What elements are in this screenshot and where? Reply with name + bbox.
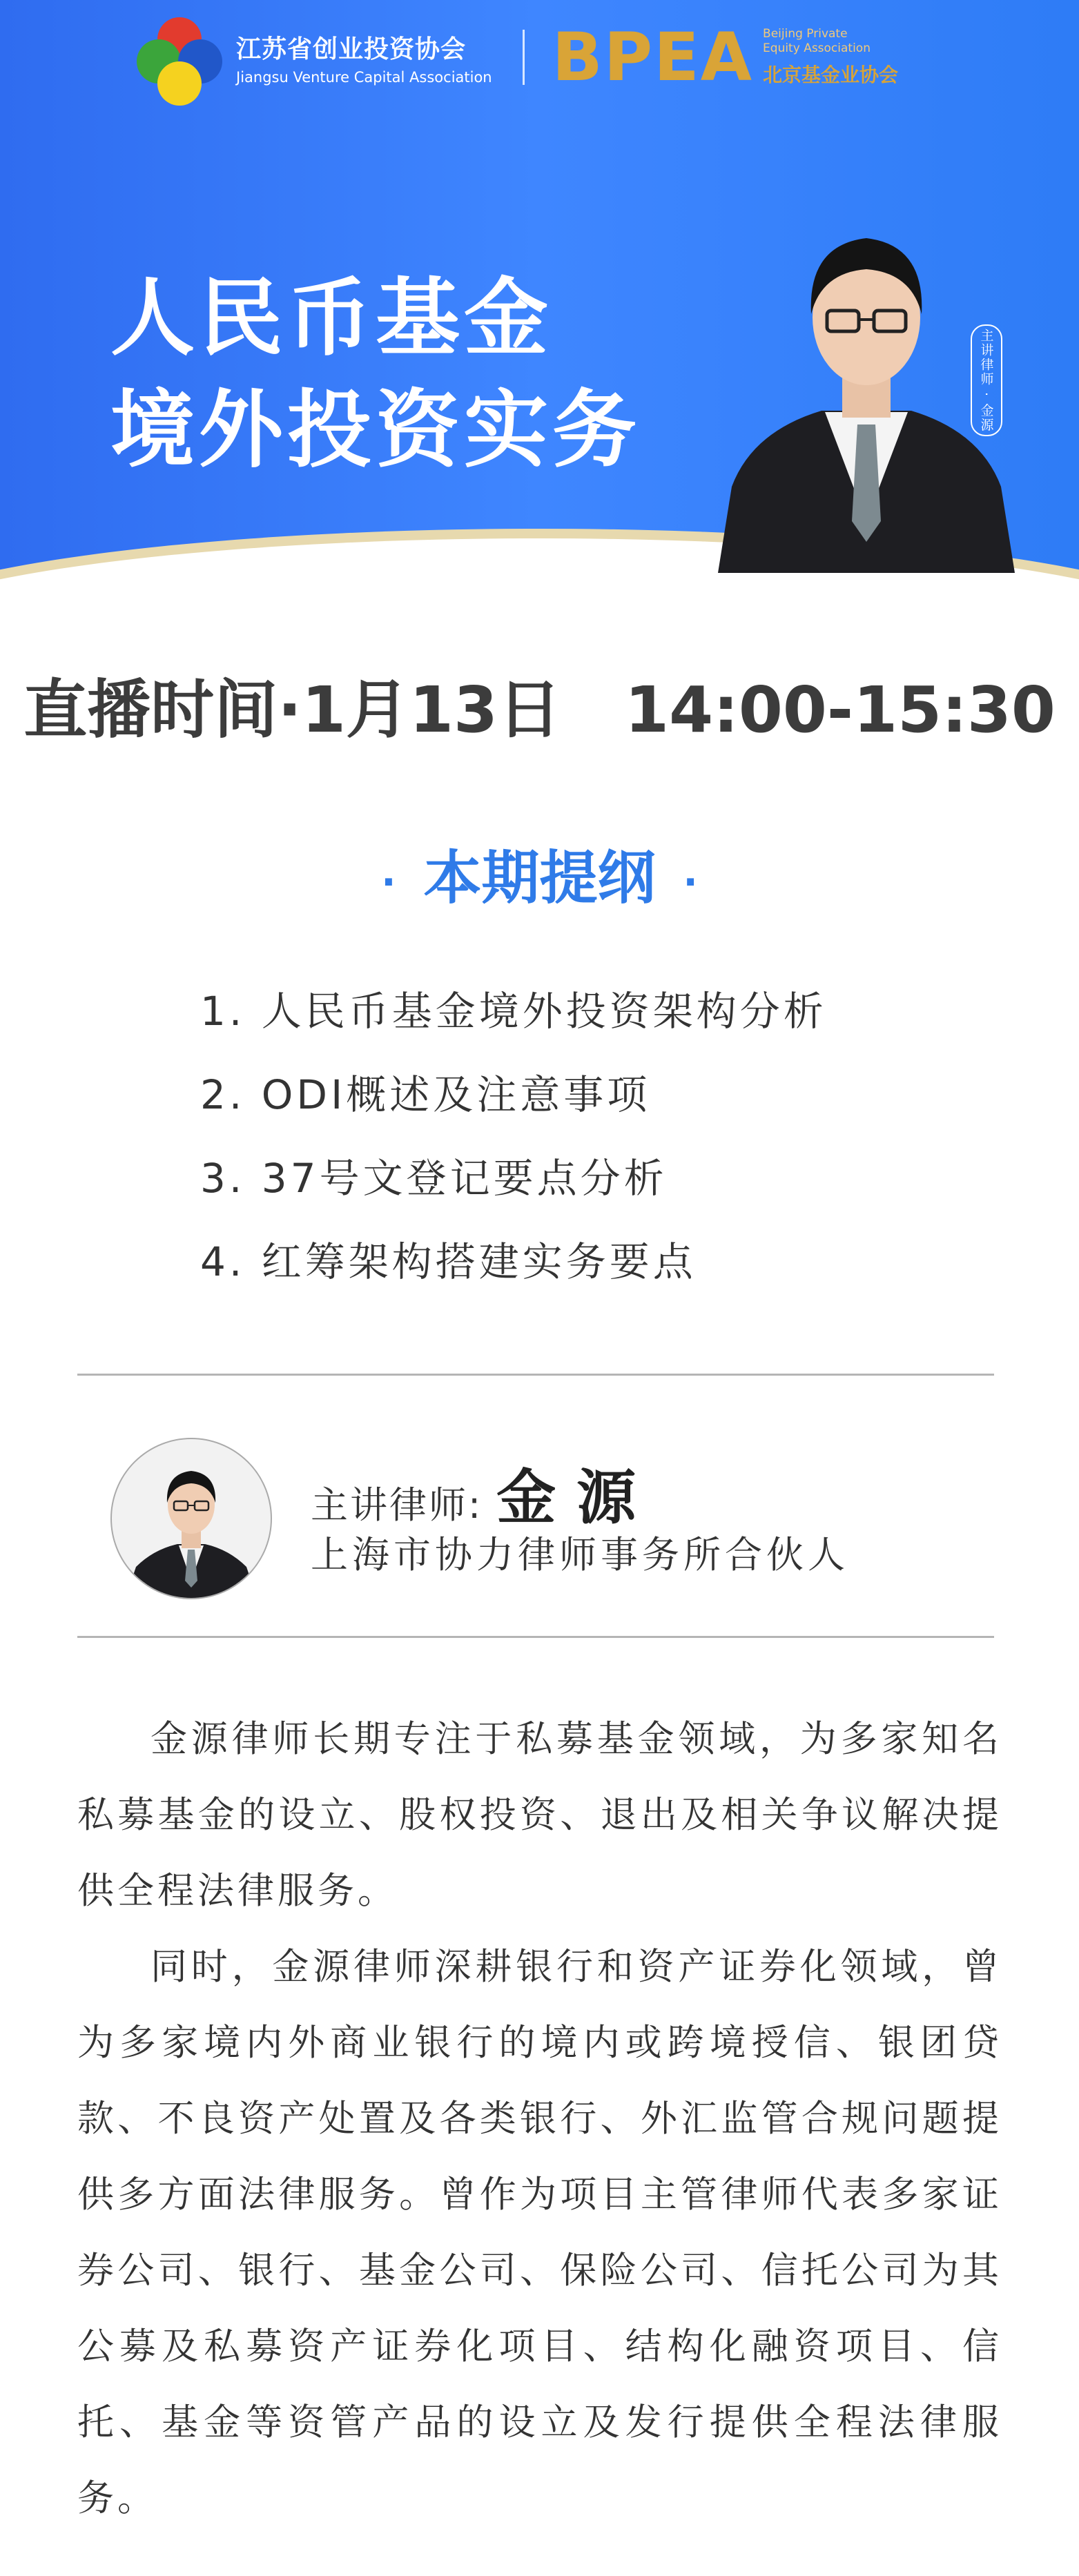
outline-item: 3. 37号文登记要点分析	[200, 1155, 668, 1202]
jvca-name	[236, 30, 492, 86]
hero-title	[110, 262, 641, 486]
outline-item: 2. ODI概述及注意事项	[200, 1071, 651, 1118]
outline-list	[200, 970, 827, 1304]
hero-title-line1: 人民币基金	[110, 269, 552, 367]
hero-banner	[0, 0, 1079, 594]
divider-top	[77, 1374, 994, 1376]
bio-paragraph-2: 同时，金源律师深耕银行和资产证券化领域，曾为多家境内外商业银行的境内或跨境授信、银团贷款、不良资产处置及各类银行、外汇监管合规问题提供多方面法律服务。曾作为项目主管律师代表多家证券公司、银行、基金公司、保险公司、信托公司为其公募及私募资产证券化项目、结构化融资项目、信托、基金等资管产品的设立及发行提供全程法律服务。	[77, 1946, 1002, 2519]
outline-item: 4. 红筹架构搭建实务要点	[200, 1238, 697, 1285]
logo-row	[131, 12, 898, 102]
bpea-name-en-1: Beijing Private	[763, 27, 848, 41]
speaker-bio	[77, 1701, 1002, 2537]
speaker-org: 上海市协力律师事务所合伙人	[311, 1533, 849, 1577]
bpea-name	[763, 27, 898, 88]
bpea-logo: BPEA	[552, 19, 754, 96]
logo-divider	[523, 30, 525, 85]
speaker-label: 主讲律师:	[311, 1483, 483, 1527]
speaker-tag: 主讲律师 · 金源	[971, 324, 1002, 436]
jvca-name-cn: 江苏省创业投资协会	[236, 35, 467, 64]
logo-circle-yellow	[157, 61, 202, 106]
outline-item: 1. 人民币基金境外投资架构分析	[200, 988, 827, 1035]
jvca-logo	[131, 9, 228, 106]
avatar	[110, 1438, 272, 1599]
speaker-line	[311, 1450, 636, 1535]
heading-dot-icon: ·	[381, 859, 396, 905]
jvca-name-en: Jiangsu Venture Capital Association	[236, 68, 492, 86]
heading-dot-icon: ·	[683, 859, 698, 905]
outline-heading	[0, 832, 1079, 915]
bio-paragraph-1: 金源律师长期专注于私募基金领域，为多家知名私募基金的设立、股权投资、退出及相关争议解决提供全程法律服务。	[77, 1718, 1002, 1912]
outline-heading-text: 本期提纲	[423, 844, 656, 912]
bpea-name-cn: 北京基金业协会	[763, 64, 899, 86]
speaker-name: 金 源	[496, 1463, 636, 1532]
live-time: 直播时间·1月13日 14:00-15:30	[23, 673, 1056, 747]
avatar-photo	[112, 1439, 271, 1598]
hero-title-line2: 境外投资实务	[110, 381, 641, 479]
bpea-name-en-2: Equity Association	[763, 41, 871, 55]
divider-bottom	[77, 1636, 994, 1638]
